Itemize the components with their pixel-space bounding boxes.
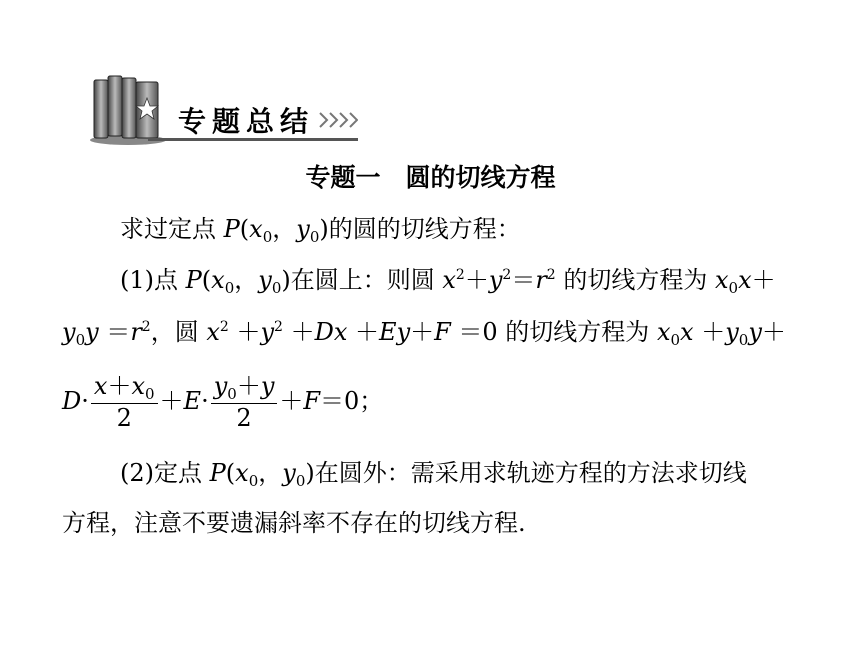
fraction-y: $\frac{y_0+y}{2}$ <box>211 372 278 433</box>
section-heading: 专题一 圆的切线方程 <box>305 163 556 192</box>
case1-line1: (1)点 $P(x_0$，$y_0$)在圆上：则圆 $x^2+y^2=r^2$ 的切线方程为 $x_0x+$ <box>120 266 776 297</box>
case1-line2: $y_0y =r^2$，圆 $x^2 +y^2 +Dx +Ey+F =0$ 的切线方程为 $x_0x +y_0y+$ <box>62 318 786 349</box>
banner-underline <box>148 138 358 141</box>
fraction-x: $\frac{x+x_0}{2}$ <box>91 372 158 433</box>
section-banner <box>88 70 358 150</box>
intro-paragraph: 求过定点 $P(x_0$，$y_0$)的圆的切线方程： <box>120 215 521 246</box>
case2-line2: 方程，注意不要遗漏斜率不存在的切线方程. <box>62 509 526 537</box>
banner-title: 专题总结 <box>178 105 315 138</box>
chevron-right-icon <box>318 110 358 130</box>
case2-line1: (2)定点 $P(x_0$，$y_0$)在圆外：需采用求轨迹方程的方法求切线 <box>120 459 747 490</box>
case1-line3: D· $\frac{x+x_0}{2}$ ＋E· $\frac{y_0+y}{2}$ ＋F＝0； <box>62 372 384 432</box>
books-icon <box>88 70 168 145</box>
